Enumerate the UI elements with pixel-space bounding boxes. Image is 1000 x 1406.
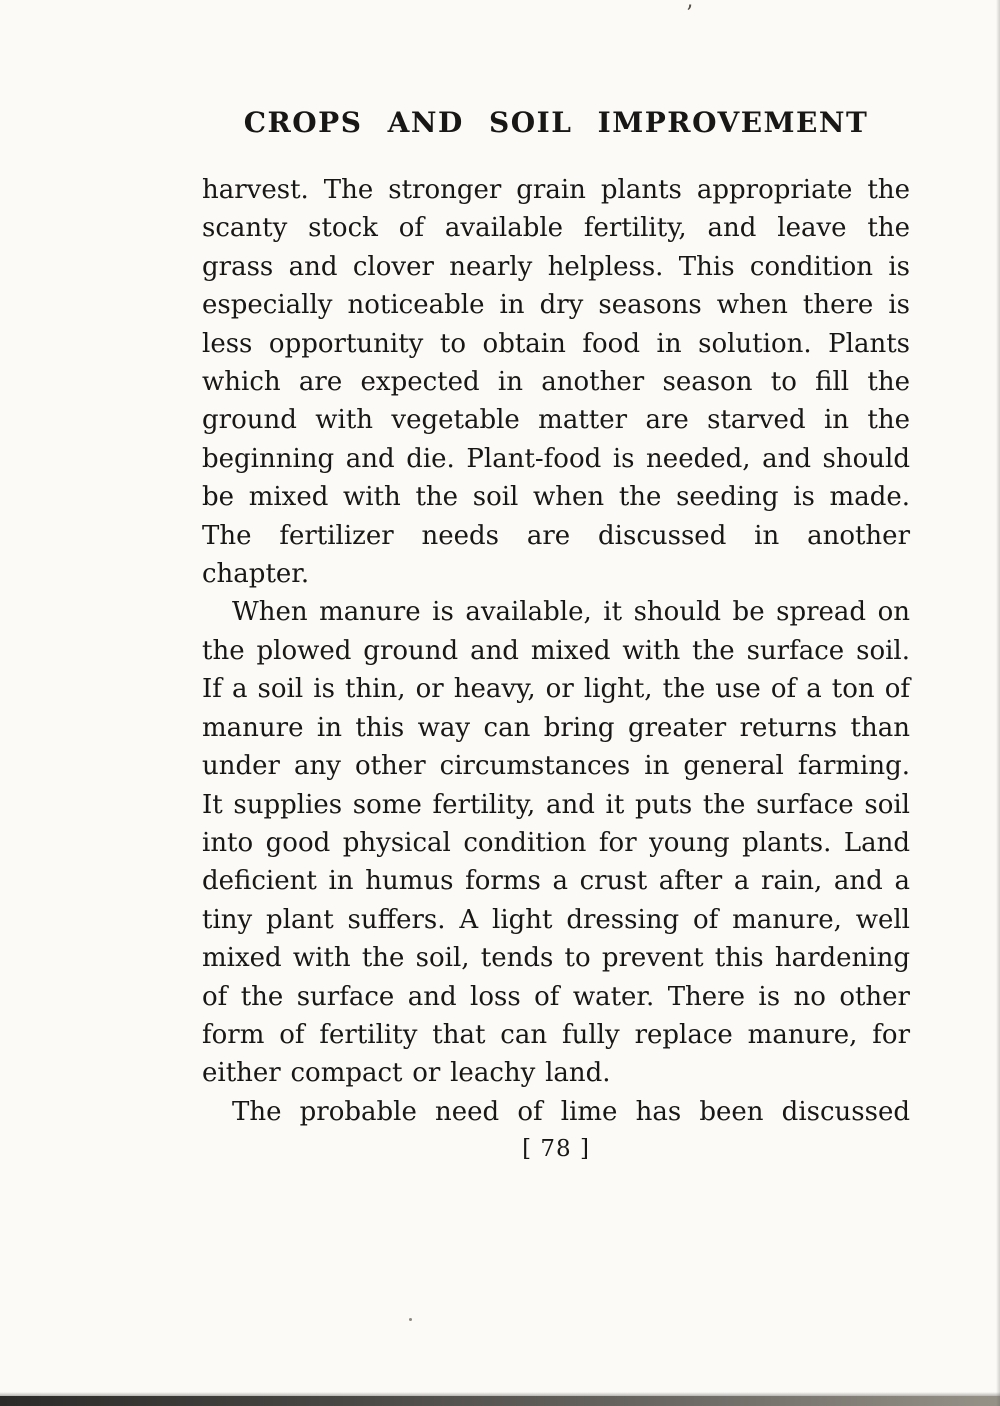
paragraph: When manure is available, it should be spread on the plowed ground and mixed with the surface soil. If a soil is thin, or heavy, or light, the use of a ton of manure in this way can bring greater returns than under any other circumstances in general farming. It supplies some fertility, and it puts the surface soil into good physical condition for young plants. Land deficient in humus forms a crust after a rain, and a tiny plant suffers. A light dressing of manure, well mixed with the soil, tends to prevent this hardening of the surface and loss of water. There is no other form of fertility that can fully replace manure, for either compact or leachy land. <box>202 597 910 1089</box>
scan-artifact-mark: ’ <box>686 2 693 27</box>
scan-edge-bottom <box>0 1396 1000 1406</box>
page-number: [ 78 ] <box>522 1136 590 1163</box>
scan-artifact-dot <box>409 1318 412 1321</box>
text-column <box>202 0 910 1162</box>
paragraph-continuation: harvest. The stronger grain plants appropriate the scanty stock of available fertility, and leave the grass and clover nearly helpless. This condition is especially noticeable in dry seasons when there is less opportunity to obtain food in solution. Plants which are expected in another season to fill the ground with vegetable matter are starved in the beginning and die. Plant-food is needed, and should be mixed with the soil when the seeding is made. The fertilizer needs are discussed in another chapter. <box>202 175 910 590</box>
body-text <box>202 171 910 1131</box>
paragraph-continues-next-page: The probable need of lime has been discussed <box>232 1096 910 1127</box>
scan-edge-right <box>996 0 1000 1406</box>
page-title: CROPS AND SOIL IMPROVEMENT <box>243 106 869 139</box>
